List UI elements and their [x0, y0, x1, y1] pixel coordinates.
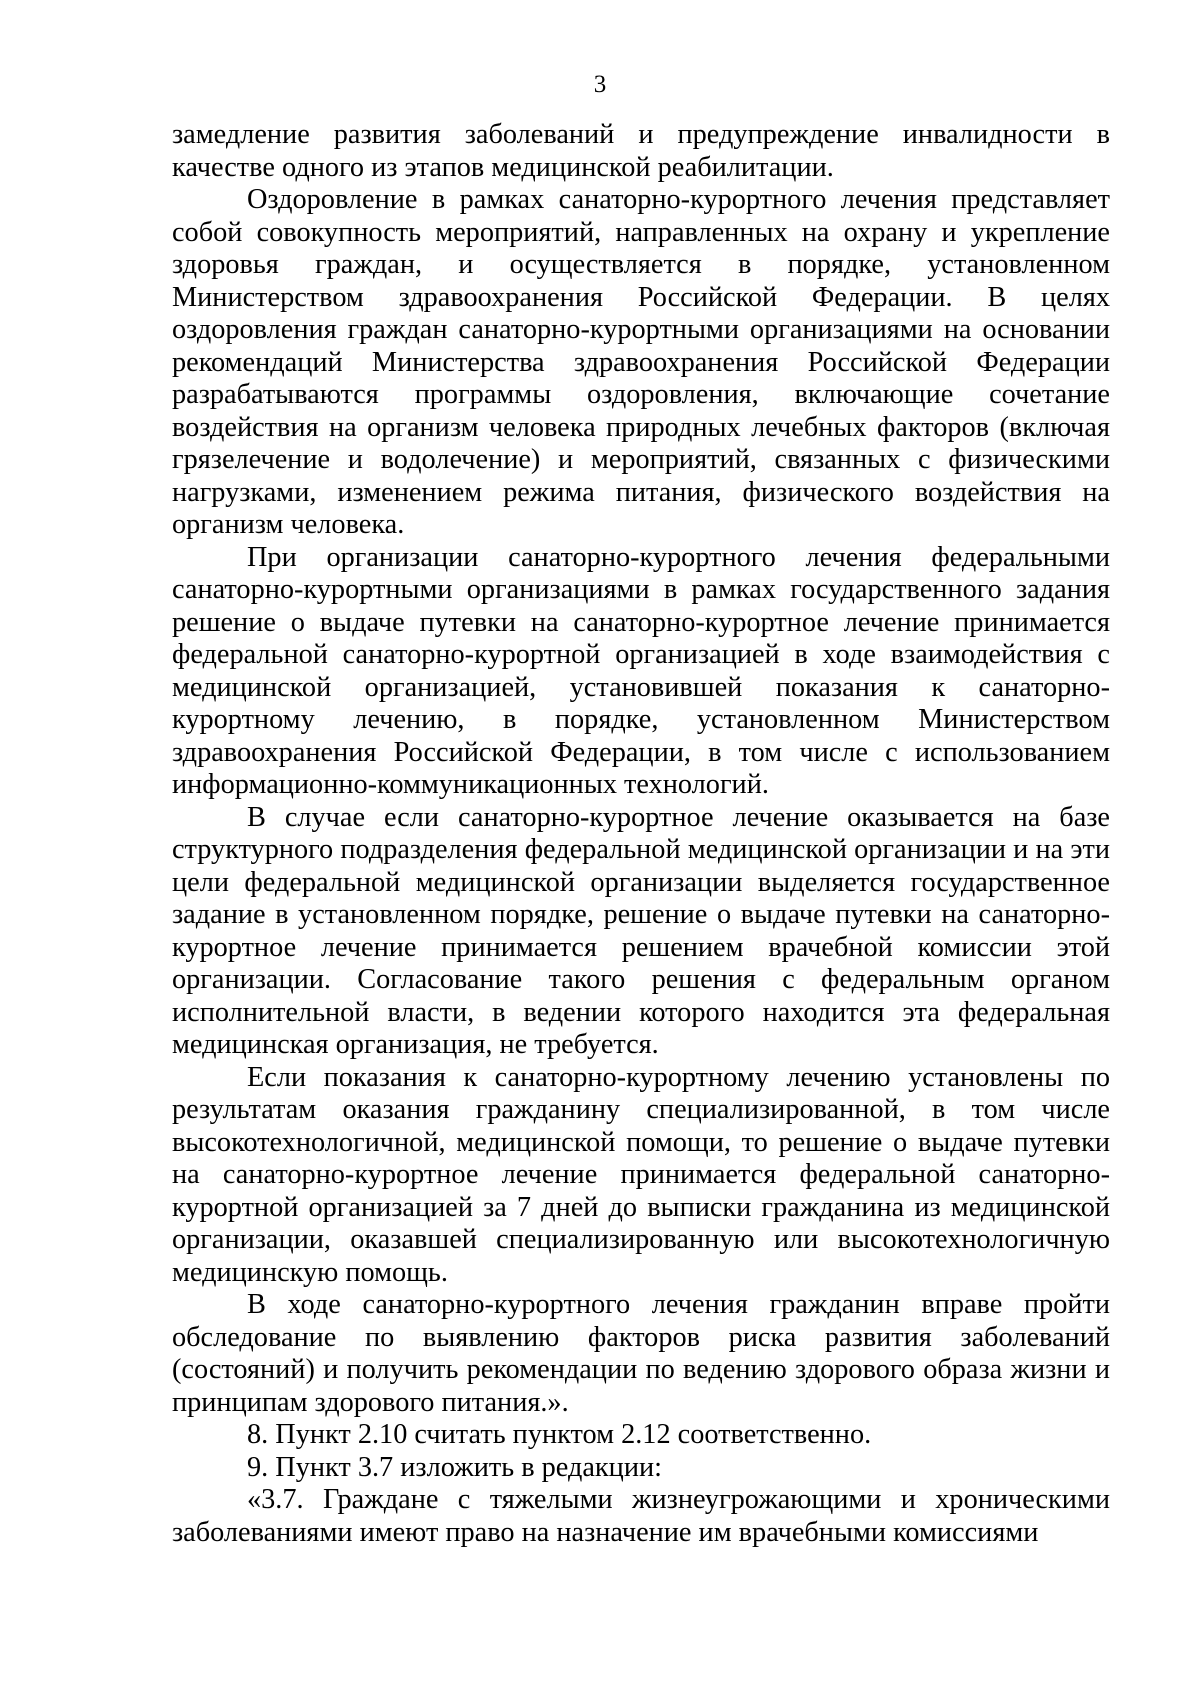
paragraph: «3.7. Граждане с тяжелыми жизнеугрожающими и хроническими заболеваниями имеют право на назначение им врачебными комиссиями: [172, 1484, 1110, 1548]
paragraph: При организации санаторно-курортного лечения федеральными санаторно-курортными организациями в рамках государственного задания решение о выдаче путевки на санаторно-курортное лечение принимается федеральной санаторно-курортной организацией в ходе взаимодействия с медицинской организацией, установившей показания к санаторно-курортному лечению, в порядке, установленном Министерством здравоохранения Российской Федерации, в том числе с использованием информационно-коммуникационных технологий.: [172, 541, 1110, 800]
document-body: [172, 119, 1110, 1549]
paragraph: замедление развития заболеваний и предупреждение инвалидности в качестве одного из этапов медицинской реабилитации.: [172, 119, 1110, 183]
paragraph: В ходе санаторно-курортного лечения гражданин вправе пройти обследование по выявлению факторов риска развития заболеваний (состояний) и получить рекомендации по ведению здорового образа жизни и принципам здорового питания.».: [172, 1289, 1110, 1418]
page-number: 3: [593, 71, 607, 98]
paragraph: 9. Пункт 3.7 изложить в редакции:: [247, 1451, 662, 1483]
paragraph: В случае если санаторно-курортное лечение оказывается на базе структурного подразделения федеральной медицинской организации и на эти цели федеральной медицинской организации выделяется государственное задание в установленном порядке, решение о выдаче путевки на санаторно-курортное лечение принимается решением врачебной комиссии этой организации. Согласование такого решения с федеральным органом исполнительной власти, в ведении которого находится эта федеральная медицинская организация, не требуется.: [172, 801, 1110, 1060]
paragraph: Оздоровление в рамках санаторно-курортного лечения представляет собой совокупность мероприятий, направленных на охрану и укрепление здоровья граждан, и осуществляется в порядке, установленном Министерством здравоохранения Российской Федерации. В целях оздоровления граждан санаторно-курортными организациями на основании рекомендаций Министерства здравоохранения Российской Федерации разрабатываются программы оздоровления, включающие сочетание воздействия на организм человека природных лечебных факторов (включая грязелечение и водолечение) и мероприятий, связанных с физическими нагрузками, изменением режима питания, физического воздействия на организм человека.: [172, 184, 1110, 540]
paragraph: 8. Пункт 2.10 считать пунктом 2.12 соответственно.: [247, 1419, 872, 1450]
paragraph: Если показания к санаторно-курортному лечению установлены по результатам оказания гражданину специализированной, в том числе высокотехнологичной, медицинской помощи, то решение о выдаче путевки на санаторно-курортное лечение принимается федеральной санаторно-курортной организацией за 7 дней до выписки гражданина из медицинской организации, оказавшей специализированную или высокотехнологичную медицинскую помощь.: [172, 1061, 1110, 1288]
